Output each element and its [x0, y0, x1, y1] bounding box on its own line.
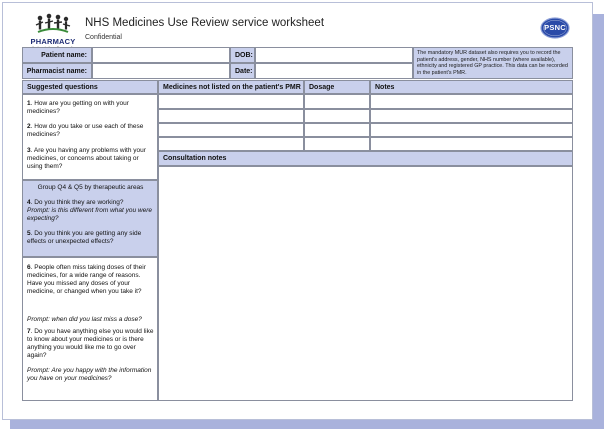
page-subtitle: Confidential: [85, 34, 122, 41]
medicine-cell[interactable]: [158, 123, 304, 137]
pharmacy-brand: PHARMACY: [30, 37, 76, 46]
patient-name-label: Patient name:: [22, 47, 92, 63]
consultation-notes-area[interactable]: [158, 166, 573, 401]
pharmacy-logo: [30, 12, 76, 50]
date-label: Date:: [230, 63, 255, 79]
psnc-label: PSNC: [544, 23, 566, 32]
people-icon: [34, 12, 72, 38]
notes-cell[interactable]: [370, 123, 573, 137]
pharmacist-name-field[interactable]: [92, 63, 230, 79]
notes-cell[interactable]: [370, 109, 573, 123]
medicine-cell[interactable]: [158, 94, 304, 109]
notes-cell[interactable]: [370, 137, 573, 151]
col-notes-heading: Notes: [370, 80, 573, 94]
notes-cell[interactable]: [370, 94, 573, 109]
question-4: 4. Do you think they are working? Prompt: is this different from what you were expecting?: [27, 199, 152, 222]
question-7-prompt: Prompt: Are you happy with the information you have on your medicines?: [27, 367, 152, 382]
patient-name-field[interactable]: [92, 47, 230, 63]
dosage-cell[interactable]: [304, 109, 370, 123]
col-medicines-heading: Medicines not listed on the patient's PMR: [158, 80, 304, 94]
date-field[interactable]: [255, 63, 413, 79]
page-title: NHS Medicines Use Review service worksheet: [85, 17, 325, 29]
col-dosage-heading: Dosage: [304, 80, 370, 94]
question-6: 6. People often miss taking doses of their medicines, for a wide range of reasons. Have you missed any doses of your medicine, or changed when you take it?: [27, 264, 146, 295]
psnc-logo: [540, 17, 570, 39]
medicine-cell[interactable]: [158, 137, 304, 151]
question-7: 7. Do you have anything else you would like to know about your medicines or is there anything you would like me to go over again?: [27, 328, 154, 359]
question-3: 3. Are you having any problems with your medicines, or concerns about taking or using them?: [27, 147, 146, 170]
dob-field[interactable]: [255, 47, 413, 63]
question-2: 2. How do you take or use each of these medicines?: [27, 123, 144, 138]
medicine-cell[interactable]: [158, 109, 304, 123]
dosage-cell[interactable]: [304, 94, 370, 109]
group-heading: Group Q4 & Q5 by therapeutic areas: [37, 184, 144, 191]
question-5: 5. Do you think you are getting any side effects or unexpected effects?: [27, 230, 142, 245]
question-6-prompt: Prompt: when did you last miss a dose?: [27, 316, 142, 323]
dosage-cell[interactable]: [304, 137, 370, 151]
consultation-notes-heading: Consultation notes: [158, 151, 573, 166]
dosage-cell[interactable]: [304, 123, 370, 137]
pharmacist-name-label: Pharmacist name:: [22, 63, 92, 79]
suggested-questions-heading: Suggested questions: [22, 80, 158, 94]
mur-dataset-notice: The mandatory MUR dataset also requires you to record the patient's address, gender, NHS number (where available), ethnicity and registered GP practice. This data can be recorded in the patient's PMR.: [413, 47, 573, 79]
question-1: 1. How are you getting on with your medicines?: [27, 100, 129, 115]
dob-label: DOB:: [230, 47, 255, 63]
